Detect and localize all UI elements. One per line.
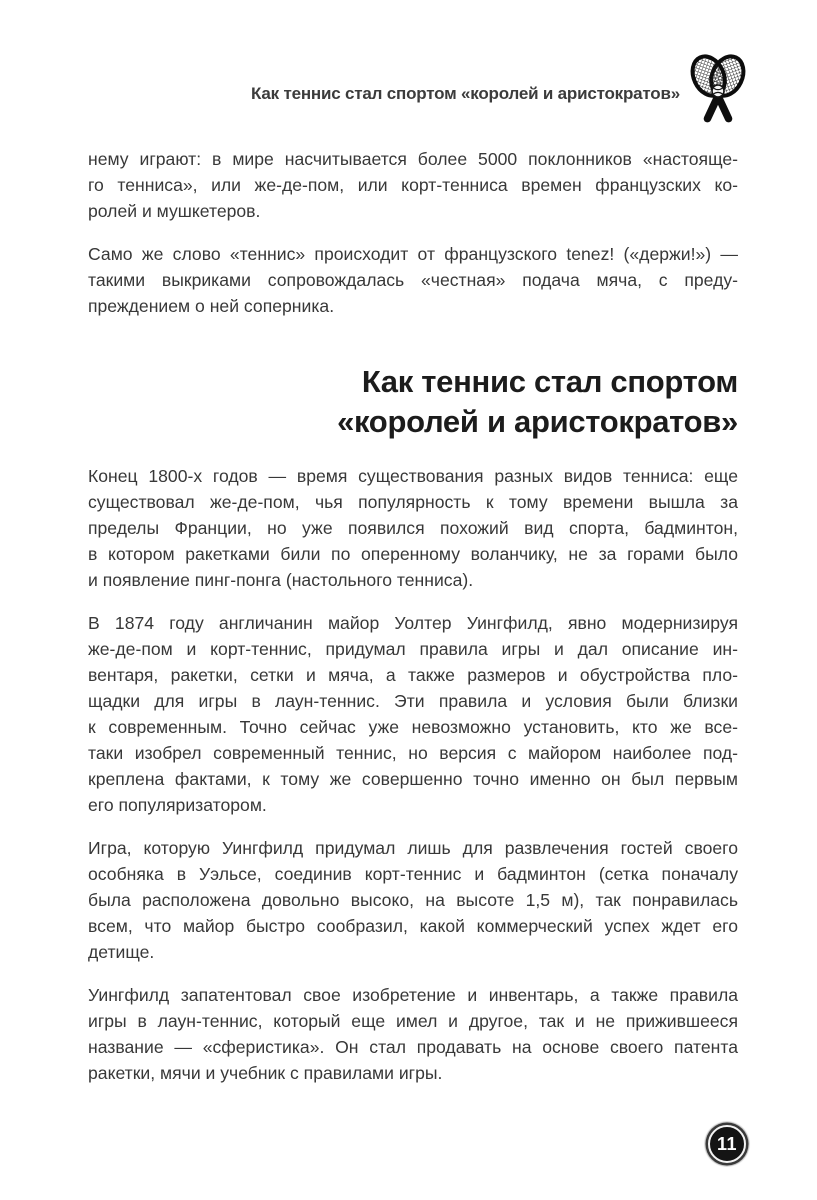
paragraph <box>88 610 738 818</box>
paragraph <box>88 463 738 593</box>
text-line: существовал же-де-пом, чья популярность к тому времени вышла за <box>88 492 738 512</box>
text-line: название — «сферистика». Он стал продавать на основе своего патента <box>88 1037 738 1057</box>
text-line: щадки для игры в лаун-теннис. Эти правила и условия были близки <box>88 691 738 711</box>
page-number: 11 <box>716 1133 738 1154</box>
text-line: креплена фактами, к тому же совершенно точно именно он был первым <box>88 769 738 789</box>
paragraph <box>88 241 738 319</box>
paragraph <box>88 982 738 1086</box>
paragraph <box>88 835 738 965</box>
text-line: В 1874 году англичанин майор Уолтер Уингфилд, явно модернизируя <box>88 613 738 633</box>
paragraph <box>88 146 738 224</box>
text-line: ролей и мушкетеров. <box>88 201 261 221</box>
text-line: вентаря, ракетки, сетки и мяча, а также размеров и обустройства пло- <box>88 665 738 685</box>
text-line: нему играют: в мире насчитывается более 5000 поклонников «настояще- <box>88 149 738 169</box>
running-header-title: Как теннис стал спортом «королей и аристократов» <box>250 84 680 103</box>
text-line: преждением о ней соперника. <box>88 296 335 316</box>
text-line: ракетки, мячи и учебник с правилами игры. <box>88 1063 443 1083</box>
text-line: го тенниса», или же-де-пом, или корт-тенниса времен французских ко- <box>88 175 738 195</box>
text-line: Само же слово «теннис» происходит от французского tenez! («держи!») — <box>88 244 738 264</box>
text-line: и появление пинг-понга (настольного тенниса). <box>88 570 474 590</box>
text-line: же-де-пом и корт-теннис, придумал правила игры и дал описание ин- <box>88 639 738 659</box>
body-paragraphs <box>88 463 738 1086</box>
text-line: особняка в Уэльсе, соединив корт-теннис и бадминтон (сетка поначалу <box>88 864 738 884</box>
chapter-heading <box>88 362 738 442</box>
text-line: игры в лаун-теннис, который еще имел и другое, так и не прижившееся <box>88 1011 738 1031</box>
text-line: всем, что майор быстро сообразил, какой коммерческий успех ждет его <box>88 916 738 936</box>
text-line: была расположена довольно высоко, на высоте 1,5 м), так понравилась <box>88 890 738 910</box>
text-line: «королей и аристократов» <box>337 404 738 439</box>
page-number-badge <box>708 1125 746 1163</box>
text-line: таки изобрел современный теннис, но версия с майором наиболее под- <box>88 743 738 763</box>
text-column <box>88 146 738 1103</box>
text-line: Игра, которую Уингфилд придумал лишь для развлечения гостей своего <box>88 838 738 858</box>
text-line: детище. <box>88 942 155 962</box>
text-line: Как теннис стал спортом <box>361 364 738 399</box>
text-line: к современным. Точно сейчас уже невозможно установить, кто же все- <box>88 717 738 737</box>
text-line: его популяризатором. <box>88 795 267 815</box>
crossed-tennis-rackets-icon <box>686 50 750 128</box>
intro-paragraphs <box>88 146 738 319</box>
text-line: в котором ракетками били по оперенному воланчику, не за горами было <box>88 544 738 564</box>
text-line: пределы Франции, но уже появился похожий вид спорта, бадминтон, <box>88 518 738 538</box>
text-line: Уингфилд запатентовал свое изобретение и инвентарь, а также правила <box>88 985 738 1005</box>
text-line: такими выкриками сопровождалась «честная» подача мяча, с преду- <box>88 270 738 290</box>
text-line: Конец 1800-х годов — время существования разных видов тенниса: еще <box>88 466 738 486</box>
